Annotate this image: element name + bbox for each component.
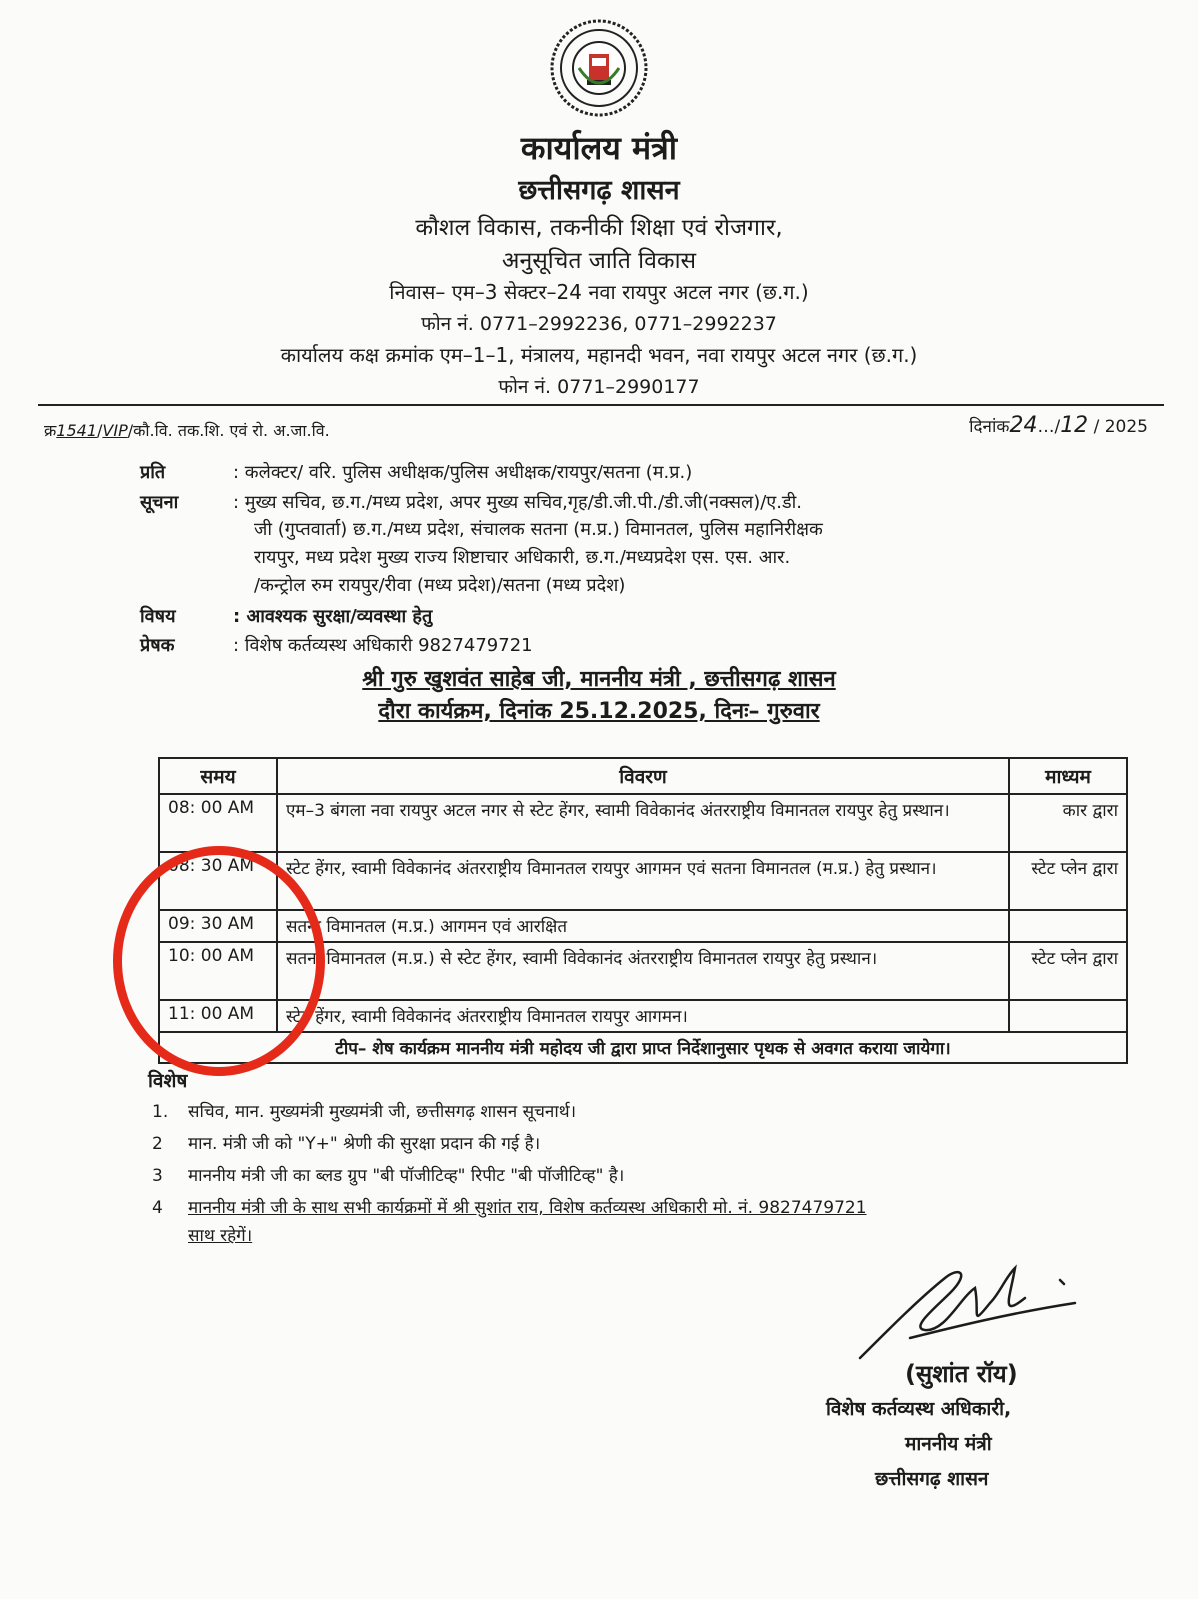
list-item: 3 माननीय मंत्री जी का ब्लड ग्रुप "बी पॉजीटिव्ह" रिपीट "बी पॉजीटिव्ह" है। [152,1166,625,1186]
row-mode [1009,1000,1127,1032]
signatory-name: (सुशांत रॉय) [905,1360,1018,1388]
government-name: छत्तीसगढ़ शासन [518,175,680,206]
row-mode: कार द्वारा [1009,794,1127,852]
office-title: कार्यालय मंत्री [520,129,678,167]
signatory-designation-3: छत्तीसगढ़ शासन [875,1468,989,1490]
column-mode: माध्यम [1009,758,1127,794]
office-address: कार्यालय कक्ष क्रमांक एम–1–1, मंत्रालय, महानदी भवन, नवा रायपुर अटल नगर (छ.ग.) [280,343,918,367]
row-mode [1009,910,1127,942]
list-item: 4 माननीय मंत्री जी के साथ सभी कार्यक्रमों में श्री सुशांत राय, विशेष कर्तव्यस्थ अधिकारी मो. नं. 9827479721 [152,1198,867,1218]
info-line-2: जी (गुप्तवार्ता) छ.ग./मध्य प्रदेश, संचालक सतना (म.प्र.) विमानतल, पुलिस महानिरीक्षक [254,519,823,540]
sender-label: प्रेषक [140,635,175,656]
handwritten-signature [850,1258,1080,1368]
subject-value: : आवश्यक सुरक्षा/व्यवस्था हेतु [233,606,433,627]
department-line-2: अनुसूचित जाति विकास [501,248,697,274]
list-item: 1. सचिव, मान. मुख्यमंत्री मुख्यमंत्री जी, छत्तीसगढ़ शासन सूचनार्थ। [152,1102,577,1122]
header-divider [38,404,1164,406]
list-item: 2 मान. मंत्री जी को "Y+" श्रेणी की सुरक्षा प्रदान की गई है। [152,1134,541,1154]
row-time: 08: 30 AM [159,852,277,910]
list-item-continuation: साथ रहेगें। [188,1226,253,1246]
residence-address: निवास– एम–3 सेक्टर–24 नवा रायपुर अटल नगर (छ.ग.) [389,280,809,304]
column-detail: विवरण [277,758,1009,794]
row-detail: सतना विमानतल (म.प्र.) आगमन एवं आरक्षित [277,910,1009,942]
to-value: : कलेक्टर/ वरि. पुलिस अधीक्षक/पुलिस अधीक्षक/रायपुर/सतना (म.प्र.) [233,462,693,483]
row-time: 11: 00 AM [159,1000,277,1032]
row-detail: स्टेट हेंगर, स्वामी विवेकानंद अंतरराष्ट्रीय विमानतल रायपुर आगमन। [277,1000,1009,1032]
column-time: समय [159,758,277,794]
subject-label: विषय [140,606,176,627]
info-line-4: /कन्ट्रोल रुम रायपुर/रीवा (मध्य प्रदेश)/सतना (मध्य प्रदेश) [254,575,626,596]
row-mode: स्टेट प्लेन द्वारा [1009,942,1127,1000]
info-label: सूचना [140,492,179,513]
letter-date: दिनांक24…/12 / 2025 [969,413,1148,438]
program-title-1: श्री गुरु खुशवंत साहेब जी, माननीय मंत्री , छत्तीसगढ़ शासन [362,667,836,692]
table-note-row [159,1032,1127,1063]
sender-value: : विशेष कर्तव्यस्थ अधिकारी 9827479721 [233,635,533,656]
table-header-row [159,758,1127,794]
table-note: टीप– शेष कार्यक्रम माननीय मंत्री महोदय जी द्वारा प्राप्त निर्देशानुसार पृथक से अवगत कराया जायेगा। [159,1032,1127,1063]
program-title-2: दौरा कार्यक्रम, दिनांक 25.12.2025, दिनः– गुरुवार [378,699,820,724]
signatory-designation-2: माननीय मंत्री [905,1433,992,1455]
office-phone: फोन नं. 0771–2990177 [498,376,700,398]
row-time: 09: 30 AM [159,910,277,942]
red-annotation-circle [113,846,325,1076]
signatory-designation-1: विशेष कर्तव्यस्थ अधिकारी, [826,1398,1012,1420]
row-time: 10: 00 AM [159,942,277,1000]
department-line-1: कौशल विकास, तकनीकी शिक्षा एवं रोजगार, [415,215,783,241]
row-mode: स्टेट प्लेन द्वारा [1009,852,1127,910]
special-label: विशेष [148,1070,188,1092]
to-label: प्रति [140,462,166,483]
state-emblem-icon [549,18,649,118]
row-detail: स्टेट हेंगर, स्वामी विवेकानंद अंतरराष्ट्रीय विमानतल रायपुर आगमन एवं सतना विमानतल (म.प्र.) हेतु प्रस्थान। [277,852,1009,910]
info-line-1: : मुख्य सचिव, छ.ग./मध्य प्रदेश, अपर मुख्य सचिव,गृह/डी.जी.पी./डी.जी(नक्सल)/ए.डी. [233,492,802,513]
row-detail: सतना विमानतल (म.प्र.) से स्टेट हेंगर, स्वामी विवेकानंद अंतरराष्ट्रीय विमानतल रायपुर हेतु प्रस्थान। [277,942,1009,1000]
info-line-3: रायपुर, मध्य प्रदेश मुख्य राज्य शिष्टाचार अधिकारी, छ.ग./मध्यप्रदेश एस. एस. आर. [254,547,791,568]
table-row [159,794,1127,852]
row-time: 08: 00 AM [159,794,277,852]
reference-number: क्र1541/VIP/कौ.वि. तक.शि. एवं रो. अ.जा.वि. [44,421,330,440]
residence-phone: फोन नं. 0771–2992236, 0771–2992237 [421,313,777,335]
row-detail: एम–3 बंगला नवा रायपुर अटल नगर से स्टेट हेंगर, स्वामी विवेकानंद अंतरराष्ट्रीय विमानतल रायपुर हेतु प्रस्थान। [277,794,1009,852]
